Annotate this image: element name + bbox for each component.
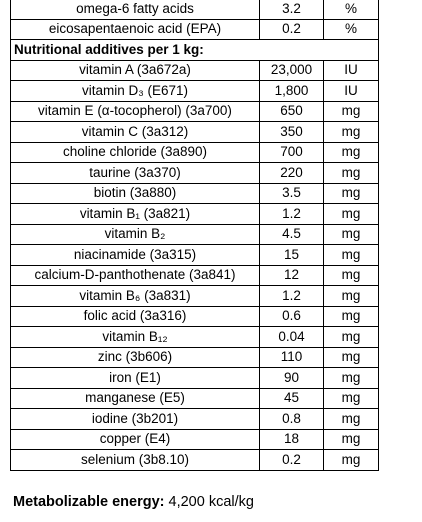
nutrition-table	[10, 0, 379, 471]
nutrition-table-body	[11, 0, 379, 470]
nutrient-unit: mg	[324, 265, 379, 286]
nutrient-name: calcium-D-panthothenate (3a841)	[11, 265, 260, 286]
nutrient-unit: mg	[324, 101, 379, 122]
table-row	[11, 429, 379, 450]
nutrient-value: 650	[260, 101, 324, 122]
table-row	[11, 81, 379, 102]
nutrient-unit: mg	[324, 388, 379, 409]
nutrient-value: 110	[260, 347, 324, 368]
table-row	[11, 60, 379, 81]
nutrient-value: 4.5	[260, 224, 324, 245]
nutrient-value: 3.2	[260, 0, 324, 19]
nutrient-unit: mg	[324, 224, 379, 245]
table-row	[11, 245, 379, 266]
nutrient-name: iodine (3b201)	[11, 409, 260, 430]
nutrient-value: 220	[260, 163, 324, 184]
nutrient-unit: mg	[324, 245, 379, 266]
nutrient-value: 1.2	[260, 286, 324, 307]
nutrient-name: vitamin B₆ (3a831)	[11, 286, 260, 307]
nutrient-name: zinc (3b606)	[11, 347, 260, 368]
nutrient-name: niacinamide (3a315)	[11, 245, 260, 266]
table-row	[11, 122, 379, 143]
nutrient-value: 15	[260, 245, 324, 266]
nutrient-unit: mg	[324, 286, 379, 307]
nutrient-name: vitamin C (3a312)	[11, 122, 260, 143]
table-row	[11, 327, 379, 348]
nutrient-unit: mg	[324, 368, 379, 389]
table-row	[11, 388, 379, 409]
nutrient-value: 0.8	[260, 409, 324, 430]
nutrient-name: vitamin E (α-tocopherol) (3a700)	[11, 101, 260, 122]
nutrient-name: choline chloride (3a890)	[11, 142, 260, 163]
nutrient-value: 1.2	[260, 204, 324, 225]
nutrient-value: 350	[260, 122, 324, 143]
nutrition-table-container	[10, 0, 375, 471]
nutrient-name: manganese (E5)	[11, 388, 260, 409]
table-row	[11, 347, 379, 368]
nutrient-unit: mg	[324, 142, 379, 163]
nutrient-value: 0.04	[260, 327, 324, 348]
nutrient-unit: mg	[324, 347, 379, 368]
nutrient-unit: mg	[324, 183, 379, 204]
table-row	[11, 101, 379, 122]
nutrient-value: 3.5	[260, 183, 324, 204]
table-row	[11, 409, 379, 430]
nutrient-name: omega-6 fatty acids	[11, 0, 260, 19]
nutrient-value: 0.2	[260, 450, 324, 471]
nutrient-value: 0.2	[260, 19, 324, 40]
table-row	[11, 286, 379, 307]
nutrient-name: vitamin B₁ (3a821)	[11, 204, 260, 225]
table-row	[11, 19, 379, 40]
nutrient-unit: mg	[324, 327, 379, 348]
nutrient-unit: mg	[324, 450, 379, 471]
nutrient-unit: mg	[324, 306, 379, 327]
table-row	[11, 224, 379, 245]
nutrient-value: 45	[260, 388, 324, 409]
table-row	[11, 306, 379, 327]
table-row	[11, 142, 379, 163]
metabolizable-energy-value: 4,200 kcal/kg	[164, 494, 254, 510]
table-row	[11, 163, 379, 184]
section-heading-row	[11, 40, 379, 61]
nutrient-value: 1,800	[260, 81, 324, 102]
section-heading: Nutritional additives per 1 kg:	[11, 40, 379, 61]
metabolizable-energy	[13, 494, 254, 510]
nutrient-name: eicosapentaenoic acid (EPA)	[11, 19, 260, 40]
nutrient-name: vitamin A (3a672a)	[11, 60, 260, 81]
metabolizable-energy-label: Metabolizable energy:	[13, 494, 165, 510]
nutrient-name: folic acid (3a316)	[11, 306, 260, 327]
table-row	[11, 450, 379, 471]
nutrient-unit: mg	[324, 163, 379, 184]
nutrient-value: 18	[260, 429, 324, 450]
nutrient-value: 23,000	[260, 60, 324, 81]
nutrient-name: vitamin B₂	[11, 224, 260, 245]
table-row	[11, 183, 379, 204]
nutrient-name: taurine (3a370)	[11, 163, 260, 184]
nutrient-value: 12	[260, 265, 324, 286]
nutrient-unit: IU	[324, 81, 379, 102]
nutrient-unit: mg	[324, 409, 379, 430]
table-row	[11, 265, 379, 286]
nutrient-unit: IU	[324, 60, 379, 81]
table-row	[11, 204, 379, 225]
table-row	[11, 0, 379, 19]
nutrient-value: 90	[260, 368, 324, 389]
table-row	[11, 368, 379, 389]
nutrient-unit: %	[324, 19, 379, 40]
nutrient-value: 700	[260, 142, 324, 163]
nutrient-unit: mg	[324, 204, 379, 225]
nutrient-unit: %	[324, 0, 379, 19]
nutrient-name: biotin (3a880)	[11, 183, 260, 204]
nutrient-name: iron (E1)	[11, 368, 260, 389]
nutrient-unit: mg	[324, 122, 379, 143]
nutrient-value: 0.6	[260, 306, 324, 327]
nutrient-name: copper (E4)	[11, 429, 260, 450]
nutrient-name: vitamin D₃ (E671)	[11, 81, 260, 102]
nutrient-unit: mg	[324, 429, 379, 450]
nutrient-name: selenium (3b8.10)	[11, 450, 260, 471]
nutrient-name: vitamin B₁₂	[11, 327, 260, 348]
